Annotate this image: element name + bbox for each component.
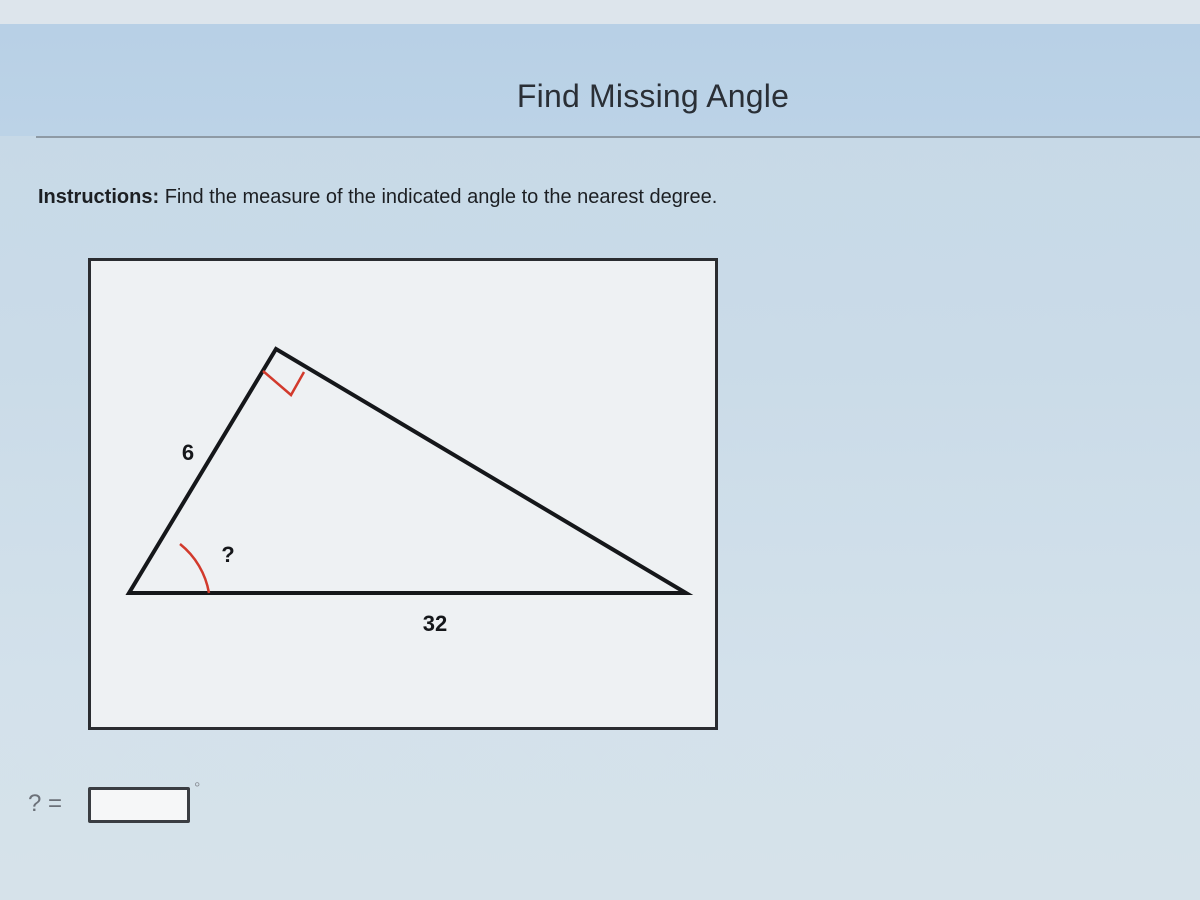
right-triangle	[129, 349, 686, 593]
right-angle-marker	[263, 371, 304, 395]
angle-answer-input[interactable]	[88, 787, 190, 823]
answer-variable: ? =	[28, 790, 63, 817]
degree-unit: °	[194, 780, 201, 797]
instructions-text: Find the measure of the indicated angle to the nearest degree.	[164, 186, 718, 208]
angle-label: ?	[221, 542, 235, 567]
instructions-label: Instructions:	[38, 186, 160, 208]
title-divider	[36, 136, 1200, 138]
triangle-figure	[88, 258, 718, 730]
instructions	[38, 186, 717, 209]
side-label-base: 32	[422, 611, 448, 636]
angle-arc	[180, 544, 209, 593]
top-strip	[0, 0, 1200, 24]
side-label-left: 6	[181, 440, 195, 465]
triangle-diagram	[91, 261, 715, 727]
page-title: Find Missing Angle	[516, 78, 790, 114]
